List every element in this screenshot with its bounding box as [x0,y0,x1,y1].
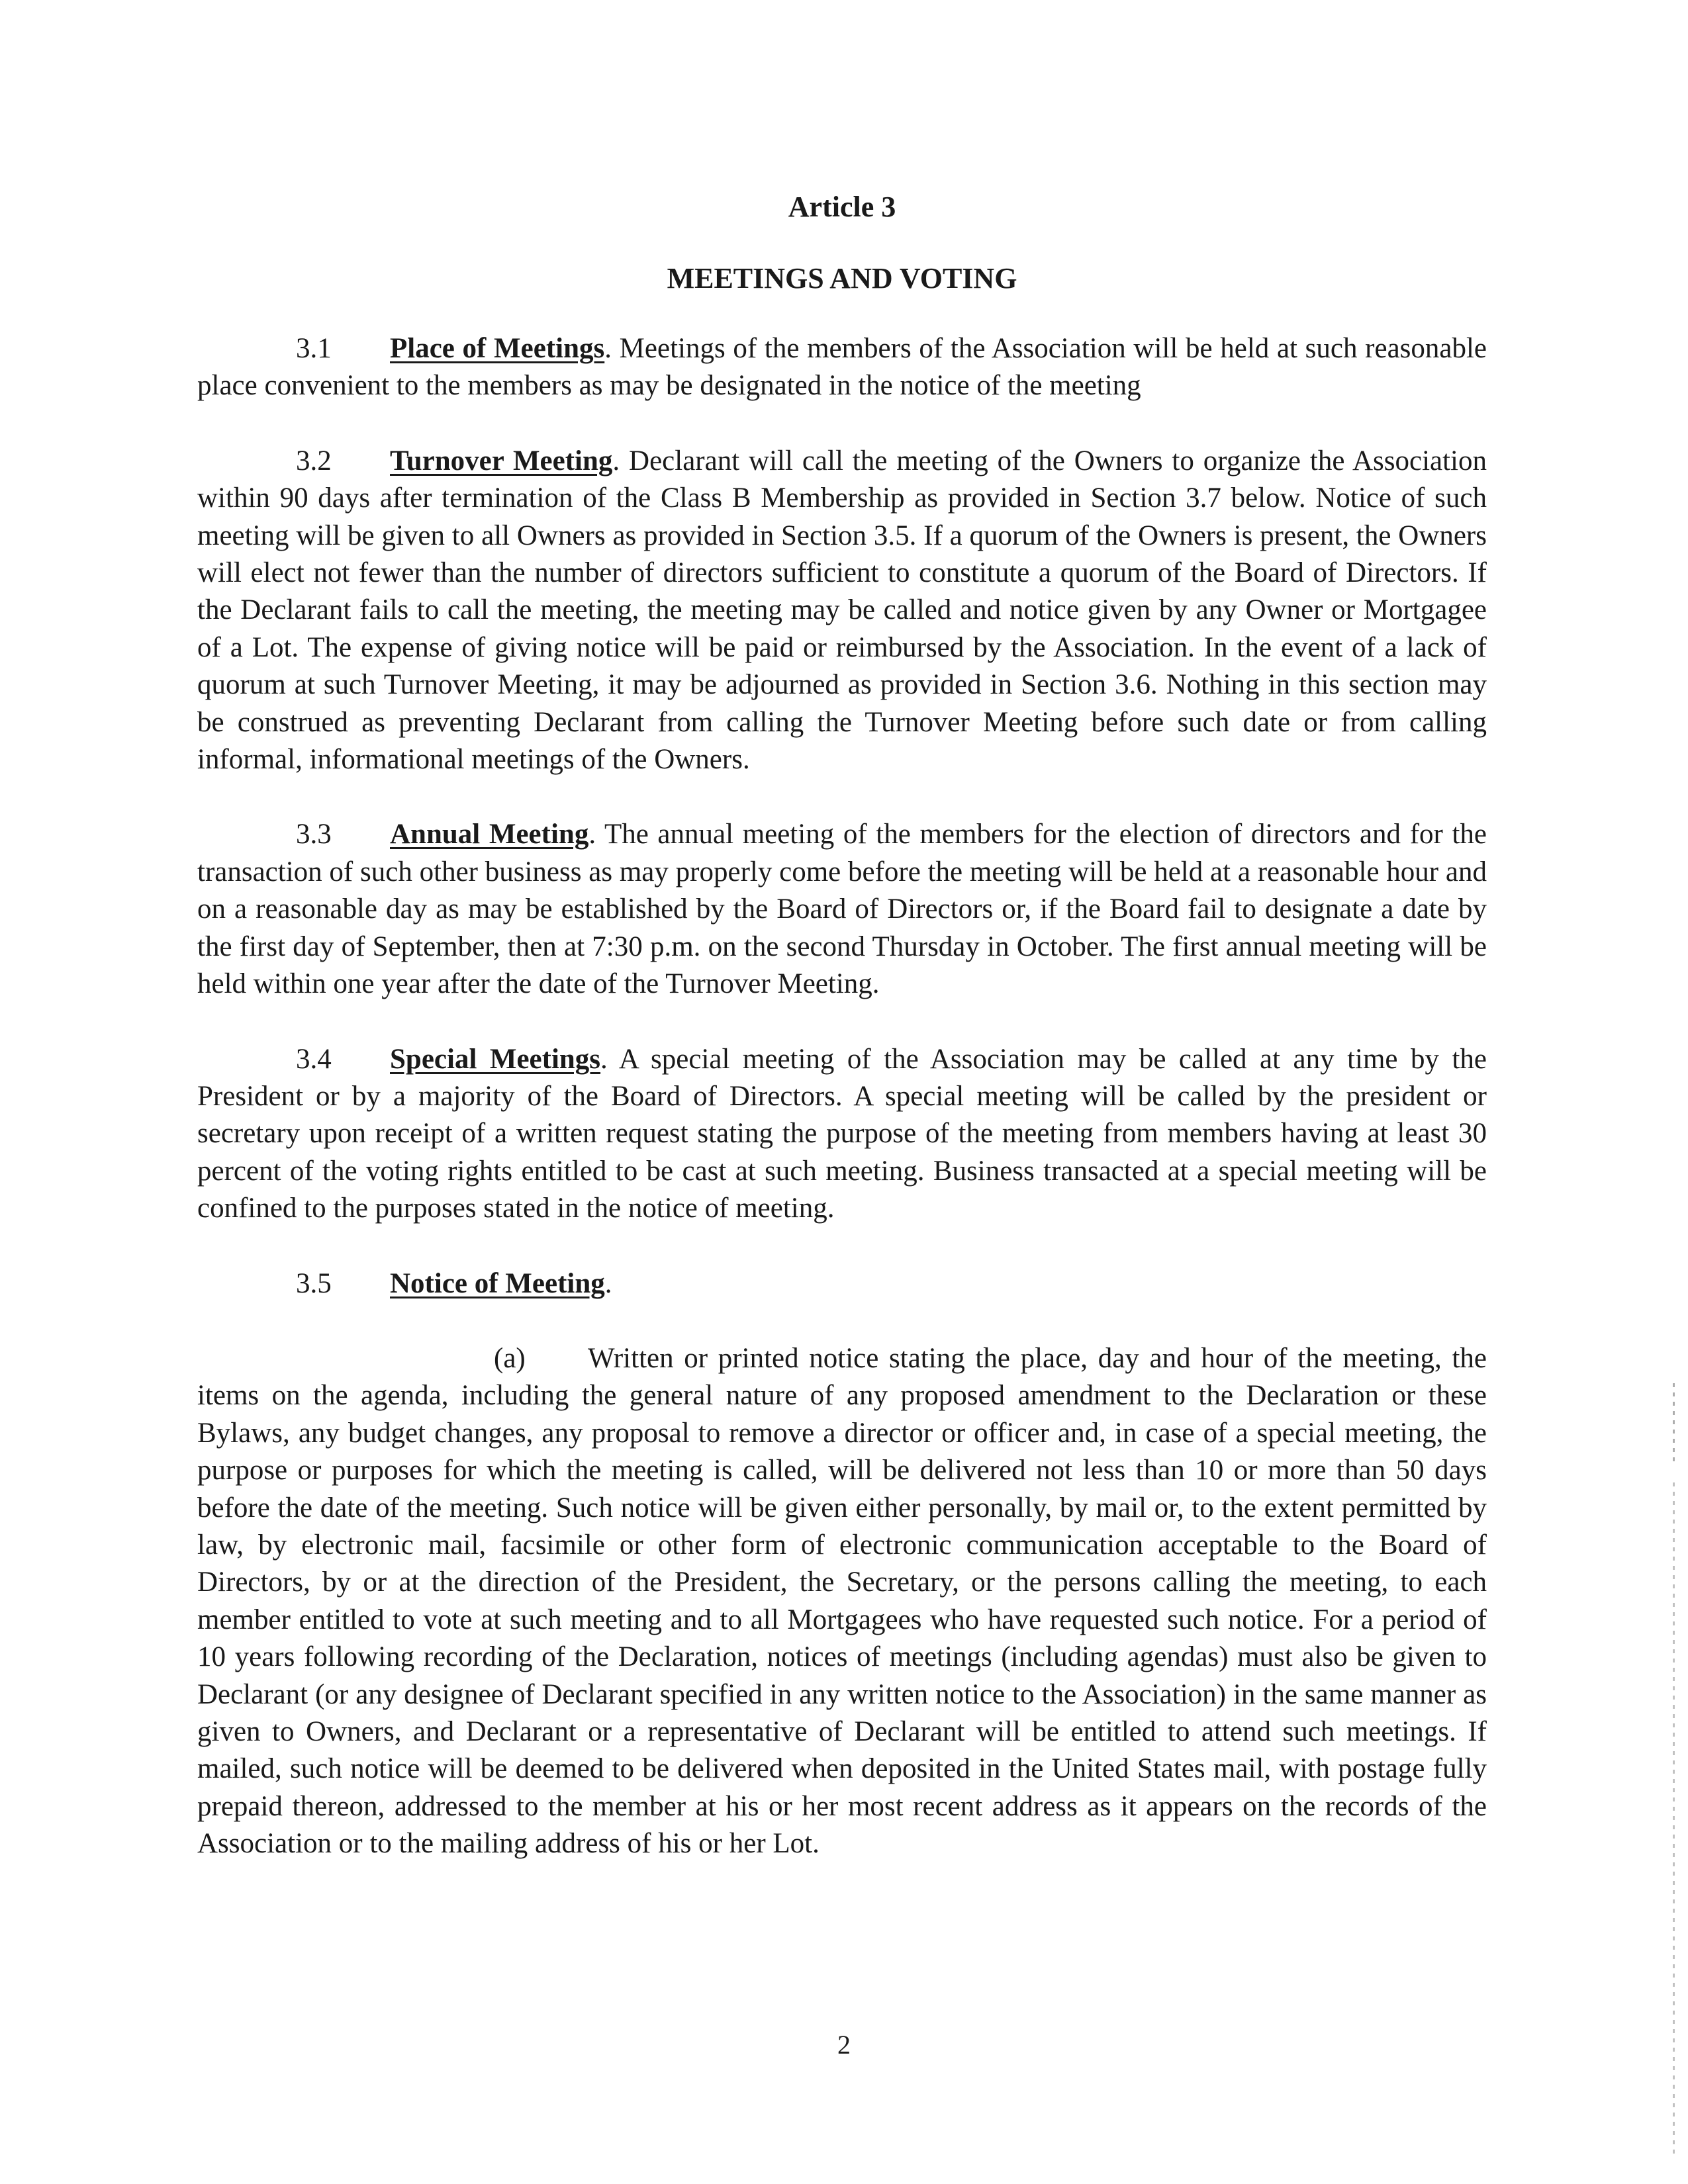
scan-edge-artifact [1673,1383,1675,1463]
section-3-3 [197,816,1487,1003]
section-body: . [604,1267,612,1299]
article-label: Article 3 [788,191,896,223]
subsection-label: (a) [494,1342,526,1374]
section-title: Special Meetings [390,1043,601,1075]
section-number: 3.2 [296,445,332,477]
subsection-a [197,1340,1487,1863]
page-content [197,189,1487,1901]
section-number: 3.1 [296,333,332,364]
section-title: Place of Meetings [390,333,605,364]
section-number: 3.4 [296,1043,332,1075]
subsection-body: Written or printed notice stating the place, day and hour of the meeting, the items on the agenda, including the general nature of any proposed amendment to the Declaration or these Bylaws, any budget changes, any proposal to remove a director or officer and, in case of a special meeting, the purpose or purposes for which the meeting is called, will be delivered not less than 10 or more than 50 days before the date of the meeting. Such notice will be given either personally, by mail or, to the extent permitted by law, by electronic mail, facsimile or other form of electronic communication acceptable to the Board of Directors, by or at the direction of the President, the Secretary, or the persons calling the meeting, to each member entitled to vote at such meeting and to all Mortgagees who have requested such notice. For a period of 10 years following recording of the Declaration, notices of meetings (including agendas) must also be given to Declarant (or any designee of Declarant specified in any written notice to the Association) in the same manner as given to Owners, and Declarant or a representative of Declarant will be entitled to attend such meetings. If mailed, such notice will be deemed to be delivered when deposited in the United States mail, with postage fully prepaid thereon, addressed to the member at his or her most recent address as it appears on the records of the Association or to the mailing address of his or her Lot. [197,1342,1487,1860]
section-3-1 [197,330,1487,405]
section-3-2 [197,443,1487,779]
section-title: Notice of Meeting [390,1267,605,1299]
section-body: . Declarant will call the meeting of the Owners to organize the Association within 90 days after termination of the Class B Membership as provided in Section 3.7 below. Notice of such meeting will be given to all Owners as provided in Section 3.5. If a quorum of the Owners is present, the Owners will elect not fewer than the number of directors sufficient to constitute a quorum of the Board of Directors. If the Declarant fails to call the meeting, the meeting may be called and notice given by any Owner or Mortgagee of a Lot. The expense of giving notice will be paid or reimbursed by the Association. In the event of a lack of quorum at such Turnover Meeting, it may be adjourned as provided in Section 3.6. Nothing in this section may be construed as preventing Declarant from calling the Turnover Meeting before such date or from calling informal, informational meetings of the Owners. [197,445,1487,776]
section-title: Turnover Meeting [390,445,613,477]
section-number: 3.3 [296,819,332,850]
page-number: 2 [837,2030,851,2060]
section-body: . Meetings of the members of the Association will be held at such reasonable place convenient to the members as may be designated in the notice of the meeting [197,333,1487,402]
scan-edge-artifact [1673,1482,1675,2158]
section-3-5 [197,1265,1487,1302]
section-3-4 [197,1041,1487,1228]
section-body: . The annual meeting of the members for the election of directors and for the transaction of such other business as may properly come before the meeting will be held at a reasonable hour and on a reasonable day as may be established by the Board of Directors or, if the Board fail to designate a date by the first day of September, then at 7:30 p.m. on the second Thursday in October. The first annual meeting will be held within one year after the date of the Turnover Meeting. [197,819,1487,1000]
section-number: 3.5 [296,1267,332,1299]
section-title: Annual Meeting [390,819,589,850]
article-title: MEETINGS AND VOTING [667,262,1017,295]
section-body: . A special meeting of the Association may be called at any time by the President or by a majority of the Board of Directors. A special meeting will be called by the president or secretary upon receipt of a written request stating the purpose of the meeting from members having at least 30 percent of the voting rights entitled to be cast at such meeting. Business transacted at a special meeting will be confined to the purposes stated in the notice of meeting. [197,1043,1487,1224]
